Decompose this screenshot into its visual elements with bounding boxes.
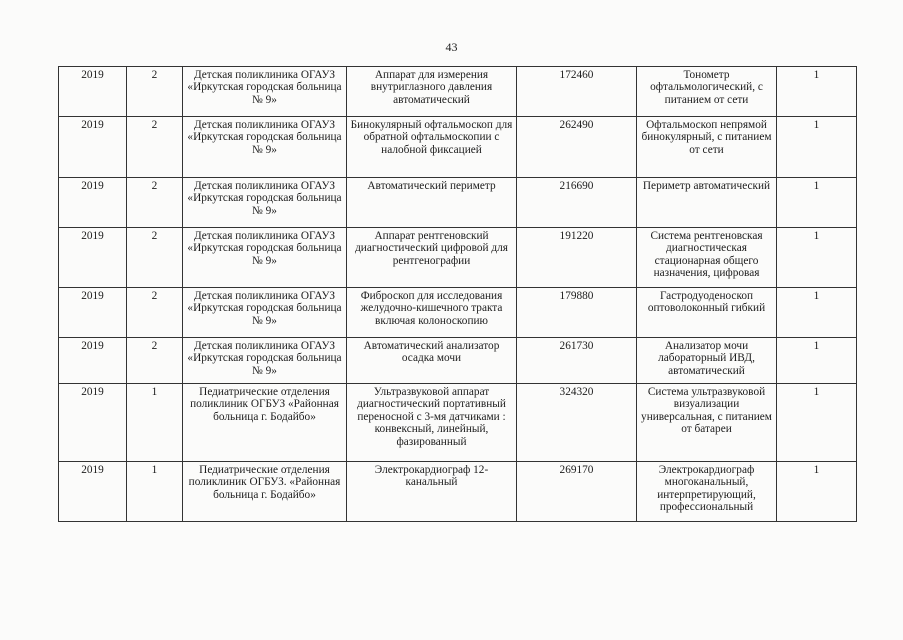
equipment-cell: Ультразвуковой аппарат диагностический портативный переносной с 3-мя датчиками : конвексный, линейный, фазированный [347,384,517,462]
equipment-cell: Фиброскоп для исследования желудочно-кишечного тракта включая колоноскопию [347,288,517,338]
organization-cell: Детская поликлиника ОГАУЗ «Иркутская городская больница № 9» [183,178,347,228]
organization-cell: Детская поликлиника ОГАУЗ «Иркутская городская больница № 9» [183,338,347,384]
organization-cell: Педиатрические отделения поликлиник ОГБУЗ. «Районная больница г. Бодайбо» [183,462,347,522]
quantity-cell: 1 [777,178,857,228]
equipment-table [58,66,857,522]
type-cell: Система рентгеновская диагностическая стационарная общего назначения, цифровая [637,228,777,288]
number-cell: 1 [127,384,183,462]
equipment-cell: Автоматический периметр [347,178,517,228]
number-cell: 1 [127,462,183,522]
code-cell: 269170 [517,462,637,522]
number-cell: 2 [127,228,183,288]
code-cell: 261730 [517,338,637,384]
code-cell: 262490 [517,117,637,178]
year-cell: 2019 [59,117,127,178]
equipment-cell: Аппарат для измерения внутриглазного давления автоматический [347,67,517,117]
organization-cell: Детская поликлиника ОГАУЗ «Иркутская городская больница № 9» [183,67,347,117]
quantity-cell: 1 [777,338,857,384]
table-row [59,67,857,117]
organization-cell: Детская поликлиника ОГАУЗ «Иркутская городская больница № 9» [183,117,347,178]
table-row [59,178,857,228]
code-cell: 216690 [517,178,637,228]
equipment-cell: Электрокардиограф 12-канальный [347,462,517,522]
equipment-cell: Автоматический анализатор осадка мочи [347,338,517,384]
equipment-cell: Бинокулярный офтальмоскоп для обратной офтальмоскопии с налобной фиксацией [347,117,517,178]
quantity-cell: 1 [777,288,857,338]
type-cell: Офтальмоскоп непрямой бинокулярный, с питанием от сети [637,117,777,178]
quantity-cell: 1 [777,117,857,178]
year-cell: 2019 [59,228,127,288]
organization-cell: Детская поликлиника ОГАУЗ «Иркутская городская больница № 9» [183,288,347,338]
type-cell: Гастродуоденоскоп оптоволоконный гибкий [637,288,777,338]
number-cell: 2 [127,288,183,338]
number-cell: 2 [127,338,183,384]
number-cell: 2 [127,67,183,117]
table-row [59,117,857,178]
type-cell: Электрокардиограф многоканальный, интерпретирующий, профессиональный [637,462,777,522]
year-cell: 2019 [59,67,127,117]
organization-cell: Детская поликлиника ОГАУЗ «Иркутская городская больница № 9» [183,228,347,288]
year-cell: 2019 [59,462,127,522]
number-cell: 2 [127,117,183,178]
year-cell: 2019 [59,288,127,338]
quantity-cell: 1 [777,67,857,117]
type-cell: Периметр автоматический [637,178,777,228]
table-row [59,288,857,338]
page-number: 43 [445,40,458,54]
year-cell: 2019 [59,384,127,462]
table-row [59,228,857,288]
organization-cell: Педиатрические отделения поликлиник ОГБУЗ «Районная больница г. Бодайбо» [183,384,347,462]
type-cell: Тонометр офтальмологический, с питанием от сети [637,67,777,117]
table-row [59,462,857,522]
equipment-cell: Аппарат рентгеновский диагностический цифровой для рентгенографии [347,228,517,288]
code-cell: 172460 [517,67,637,117]
code-cell: 324320 [517,384,637,462]
year-cell: 2019 [59,338,127,384]
type-cell: Система ультразвуковой визуализации универсальная, с питанием от батареи [637,384,777,462]
code-cell: 179880 [517,288,637,338]
quantity-cell: 1 [777,384,857,462]
table-row [59,338,857,384]
table-row [59,384,857,462]
type-cell: Анализатор мочи лабораторный ИВД, автоматический [637,338,777,384]
year-cell: 2019 [59,178,127,228]
code-cell: 191220 [517,228,637,288]
quantity-cell: 1 [777,228,857,288]
quantity-cell: 1 [777,462,857,522]
number-cell: 2 [127,178,183,228]
